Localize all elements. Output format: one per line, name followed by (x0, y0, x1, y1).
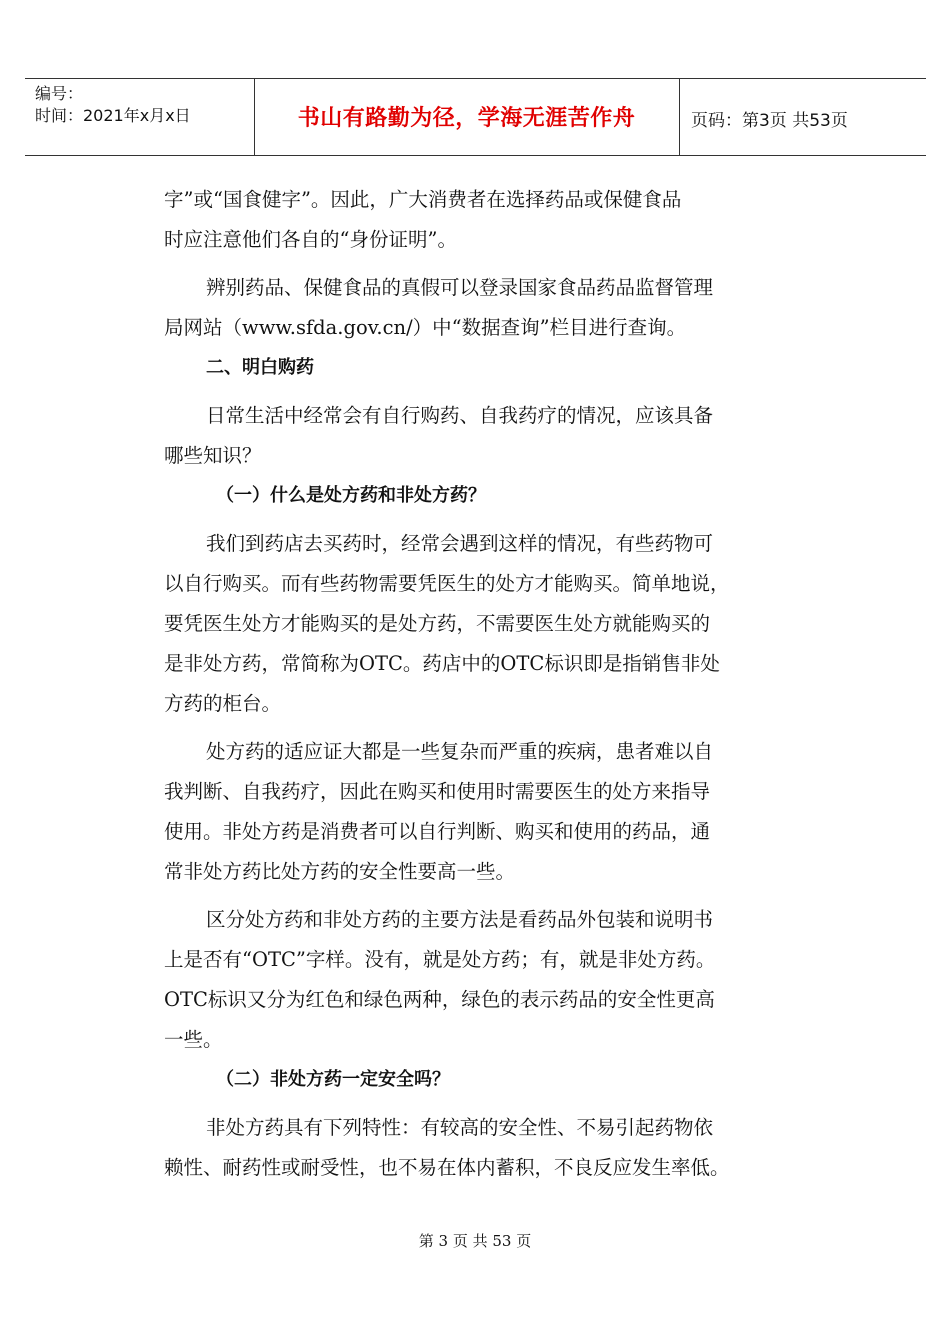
paragraph-line: 要凭医生处方才能购买的是处方药，不需要医生处方就能购买的 (164, 612, 711, 635)
paragraph-line: 区分处方药和非处方药的主要方法是看药品外包装和说明书 (206, 908, 714, 931)
header-motto: 书山有路勤为径，学海无涯苦作舟 (297, 106, 636, 131)
paragraph-line: 哪些知识？ (164, 444, 262, 467)
document-body (164, 180, 804, 1188)
paragraph-line: 一些。 (164, 1028, 223, 1051)
page-header (25, 78, 926, 156)
header-divider-right (679, 79, 680, 155)
page-footer: 第 3 页 共 53 页 (418, 1232, 532, 1250)
paragraph-line: 时应注意他们各自的“身份证明”。 (164, 228, 457, 251)
paragraph-line: 使用。非处方药是消费者可以自行判断、购买和使用的药品，通 (164, 820, 711, 843)
paragraph-line: 辨别药品、保健食品的真假可以登录国家食品药品监督管理 (206, 276, 714, 299)
paragraph-line: 局网站（www.sfda.gov.cn/）中“数据查询”栏目进行查询。 (164, 316, 687, 339)
section-heading: 二、明白购药 (206, 357, 314, 378)
header-meta (35, 83, 191, 127)
paragraph-line: 我判断、自我药疗，因此在购买和使用时需要医生的处方来指导 (164, 780, 711, 803)
paragraph-line: 日常生活中经常会有自行购药、自我药疗的情况，应该具备 (206, 404, 714, 427)
paragraph-line: 处方药的适应证大都是一些复杂而严重的疾病，患者难以自 (206, 740, 714, 763)
paragraph-line: OTC标识又分为红色和绿色两种，绿色的表示药品的安全性更高 (164, 988, 715, 1011)
document-time-label: 时间：2021年x月x日 (35, 106, 191, 125)
paragraph-line: 是非处方药，常简称为OTC。药店中的OTC标识即是指销售非处 (164, 652, 720, 675)
paragraph-line: 方药的柜台。 (164, 692, 282, 715)
paragraph-line: 以自行购买。而有些药物需要凭医生的处方才能购买。简单地说， (164, 572, 730, 595)
header-page-info: 页码：第3页 共53页 (691, 111, 848, 131)
paragraph-line: 非处方药具有下列特性：有较高的安全性、不易引起药物依 (206, 1116, 714, 1139)
subsection-heading: （一）什么是处方药和非处方药？ (216, 485, 486, 506)
paragraph-line: 常非处方药比处方药的安全性要高一些。 (164, 860, 516, 883)
paragraph-line: 字”或“国食健字”。因此，广大消费者在选择药品或保健食品 (164, 188, 682, 211)
paragraph-line: 赖性、耐药性或耐受性，也不易在体内蓄积，不良反应发生率低。 (164, 1156, 730, 1179)
subsection-heading: （二）非处方药一定安全吗？ (216, 1069, 450, 1090)
document-number-label: 编号： (35, 84, 84, 103)
paragraph-line: 我们到药店去买药时，经常会遇到这样的情况，有些药物可 (206, 532, 714, 555)
paragraph-line: 上是否有“OTC”字样。没有，就是处方药；有，就是非处方药。 (164, 948, 716, 971)
